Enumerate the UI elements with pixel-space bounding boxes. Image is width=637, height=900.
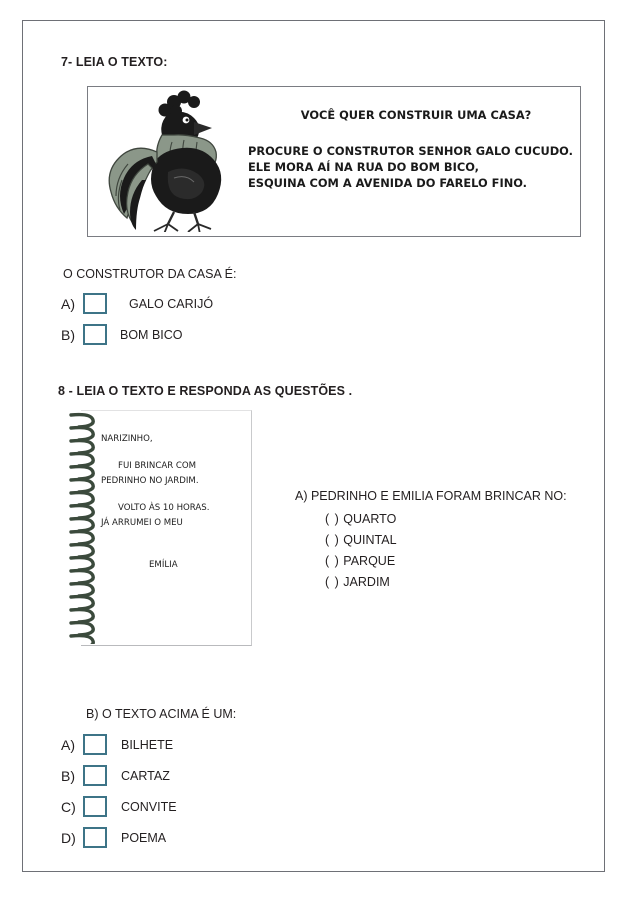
note-signature: EMÍLIA (149, 560, 178, 570)
question-8b-option-a[interactable] (61, 734, 173, 755)
note-text-block (101, 432, 251, 573)
poster-panel (87, 86, 581, 237)
option-label: CARTAZ (121, 768, 170, 783)
question-8a-prompt: A) PEDRINHO E EMILIA FORAM BRINCAR NO: (295, 489, 567, 503)
question-8b-prompt: B) O TEXTO ACIMA É UM: (86, 707, 237, 721)
option-letter: D) (61, 829, 76, 846)
question-8a-options (325, 509, 397, 593)
option-letter: A) (61, 295, 75, 312)
rooster-illustration (102, 90, 232, 232)
poster-body-line-3: ESQUINA COM A AVENIDA DO FARELO FINO. (248, 176, 527, 190)
checkbox[interactable] (83, 827, 107, 848)
note-line-1: FUI BRINCAR COM (118, 461, 197, 471)
paren-marker[interactable]: ( ) (325, 575, 340, 589)
note-line-2: PEDRINHO NO JARDIM. (101, 476, 199, 486)
notepad-illustration (67, 410, 251, 644)
option-label: QUARTO (343, 512, 397, 526)
option-letter: C) (61, 798, 76, 815)
note-line-3: VOLTO ÀS 10 HORAS. (118, 503, 210, 513)
option-letter: B) (61, 767, 75, 784)
question-7-heading: 7- LEIA O TEXTO: (61, 55, 168, 69)
poster-body-line-1: PROCURE O CONSTRUTOR SENHOR GALO CUCUDO. (248, 144, 573, 158)
question-8b-option-b[interactable] (61, 765, 170, 786)
poster-text-block (248, 107, 578, 191)
question-8b-option-c[interactable] (61, 796, 177, 817)
question-7-option-b[interactable] (61, 324, 183, 345)
poster-body-line-2: ELE MORA AÍ NA RUA DO BOM BICO, (248, 160, 479, 174)
question-8a-option-quarto[interactable] (325, 509, 397, 530)
paren-marker[interactable]: ( ) (325, 533, 340, 547)
paren-marker[interactable]: ( ) (325, 554, 340, 568)
option-label: BOM BICO (120, 327, 183, 342)
option-label: POEMA (121, 830, 167, 845)
checkbox[interactable] (83, 293, 107, 314)
checkbox[interactable] (83, 765, 107, 786)
question-7-prompt: O CONSTRUTOR DA CASA É: (63, 267, 237, 281)
note-greeting: NARIZINHO, (101, 434, 153, 444)
question-8b-option-d[interactable] (61, 827, 166, 848)
question-8a-option-parque[interactable] (325, 551, 397, 572)
question-7-option-a[interactable] (61, 293, 213, 314)
poster-question-line: VOCÊ QUER CONSTRUIR UMA CASA? (300, 108, 532, 122)
option-letter: A) (61, 736, 75, 753)
question-8a-option-jardim[interactable] (325, 572, 397, 593)
spiral-binding-icon (67, 410, 101, 644)
option-label: JARDIM (343, 575, 390, 589)
worksheet-page (22, 20, 605, 872)
question-8-heading: 8 - LEIA O TEXTO E RESPONDA AS QUESTÕES . (58, 384, 353, 398)
option-label: GALO CARIJÓ (129, 296, 214, 311)
checkbox[interactable] (83, 734, 107, 755)
option-letter: B) (61, 326, 75, 343)
option-label: CONVITE (121, 799, 177, 814)
option-label: BILHETE (121, 737, 174, 752)
question-8a-option-quintal[interactable] (325, 530, 397, 551)
paren-marker[interactable]: ( ) (325, 512, 340, 526)
checkbox[interactable] (83, 796, 107, 817)
note-line-4: JÁ ARRUMEI O MEU (101, 518, 183, 528)
checkbox[interactable] (83, 324, 107, 345)
option-label: PARQUE (343, 554, 396, 568)
option-label: QUINTAL (343, 533, 397, 547)
